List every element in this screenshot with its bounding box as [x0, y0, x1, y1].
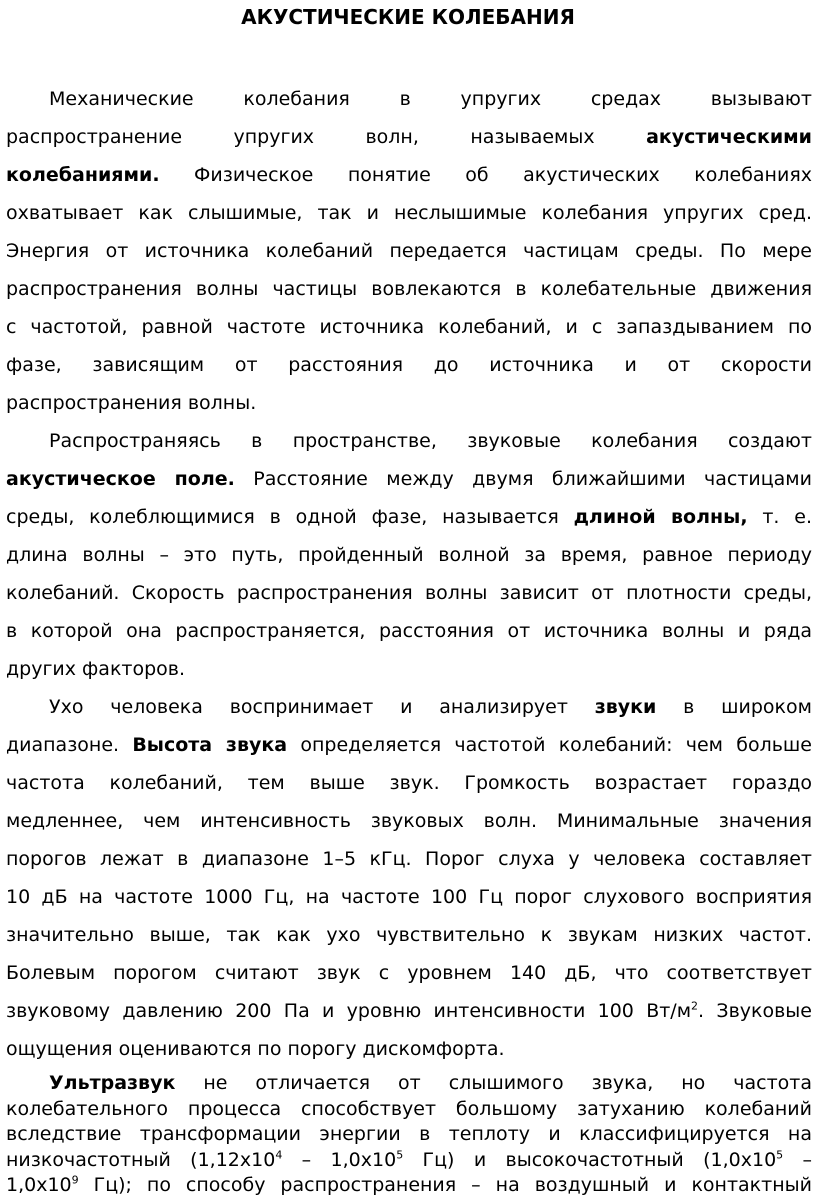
text-line: длина волны – это путь, пройденный волной за время, равное периоду — [6, 544, 812, 566]
text-line: акустическое поле. Расстояние между двумя ближайшими частицами — [6, 468, 812, 490]
term-pitch: Высота звука — [132, 734, 288, 756]
text-line: Механические колебания в упругих средах вызывают — [49, 88, 812, 110]
text-line: других факторов. — [6, 658, 186, 680]
text-line: Распространяясь в пространстве, звуковые колебания создают — [49, 430, 812, 452]
text-line: среды, колеблющимися в одной фазе, называется длиной волны, т. е. — [6, 506, 813, 528]
text-line: Ультразвук не отличается от слышимого звука, но частота — [49, 1072, 812, 1094]
term-acoustic-oscillations: акустическими — [646, 126, 812, 148]
text-line: ощущения оцениваются по порогу дискомфорта. — [6, 1038, 505, 1060]
text-line: низкочастотный ($1,12х10^4 - 1,0х10^5$ Гц) и высокочастотный ($1,0х10^5$ – — [6, 1148, 813, 1171]
term-wavelength: длиной волны, — [573, 506, 748, 528]
text-line: распространения волны частицы вовлекаются в колебательные движения — [6, 278, 812, 300]
superscript: 4 — [275, 1148, 283, 1162]
text-line: Энергия от источника колебаний передается частицам среды. По мере — [6, 240, 812, 262]
ultrasound-paragraph — [6, 1071, 812, 1199]
superscript: 5 — [396, 1148, 404, 1162]
text-line: 10 дБ на частоте 1000 Гц, на частоте 100 Гц порог слухового восприятия — [6, 886, 812, 908]
text-line: колебаниями. Физическое понятие об акустических колебаниях — [6, 164, 812, 186]
term-acoustic-oscillations-cont: колебаниями. — [6, 164, 160, 186]
superscript: 9 — [71, 1173, 79, 1187]
body-text — [6, 80, 812, 1068]
text-line: Ухо человека воспринимает и анализирует звуки в широком — [49, 696, 812, 718]
text-line: значительно выше, так как ухо чувствительно к звукам низких частот. — [6, 924, 812, 946]
superscript: 2 — [691, 999, 699, 1013]
text-line: фазе, зависящим от расстояния до источника и от скорости — [6, 354, 812, 376]
superscript: 5 — [776, 1148, 784, 1162]
text-line: распространения волны. — [6, 392, 257, 414]
text-line: в которой она распространяется, расстояния от источника волны и ряда — [6, 620, 812, 642]
text-line: диапазоне. Высота звука определяется частотой колебаний: чем больше — [6, 734, 812, 756]
term-acoustic-field: акустическое поле. — [6, 468, 235, 490]
text-line: с частотой, равной частоте источника колебаний, и с запаздыванием по — [6, 316, 812, 338]
text-line: частота колебаний, тем выше звук. Громкость возрастает гораздо — [6, 772, 812, 794]
term-sounds: звуки — [594, 696, 657, 718]
page-title: АКУСТИЧЕСКИЕ КОЛЕБАНИЯ — [241, 5, 575, 29]
text-line: охватывает как слышимые, так и неслышимые колебания упругих сред. — [6, 202, 812, 224]
text-line: распространение упругих волн, называемых акустическими — [6, 126, 812, 148]
text-line: колебательного процесса способствует большому затуханию колебаний — [6, 1097, 812, 1120]
term-ultrasound: Ультразвук — [49, 1072, 176, 1094]
text-line: порогов лежат в диапазоне 1–5 кГц. Порог слуха у человека составляет — [6, 848, 812, 870]
text-line: Болевым порогом считают звук с уровнем 140 дБ, что соответствует — [6, 962, 812, 984]
text-line: $1,0х10^9$ Гц); по способу распространения – на воздушный и контактный — [6, 1173, 812, 1196]
text-line: вследствие трансформации энергии в теплоту и классифицируется на — [6, 1123, 812, 1145]
text-line: звуковому давлению 200 Па и уровню интенсивности 100 $Вт/м^2$. Звуковые — [6, 999, 812, 1022]
text-line: колебаний. Скорость распространения волны зависит от плотности среды, — [6, 582, 812, 604]
text-line: медленнее, чем интенсивность звуковых волн. Минимальные значения — [6, 810, 812, 832]
